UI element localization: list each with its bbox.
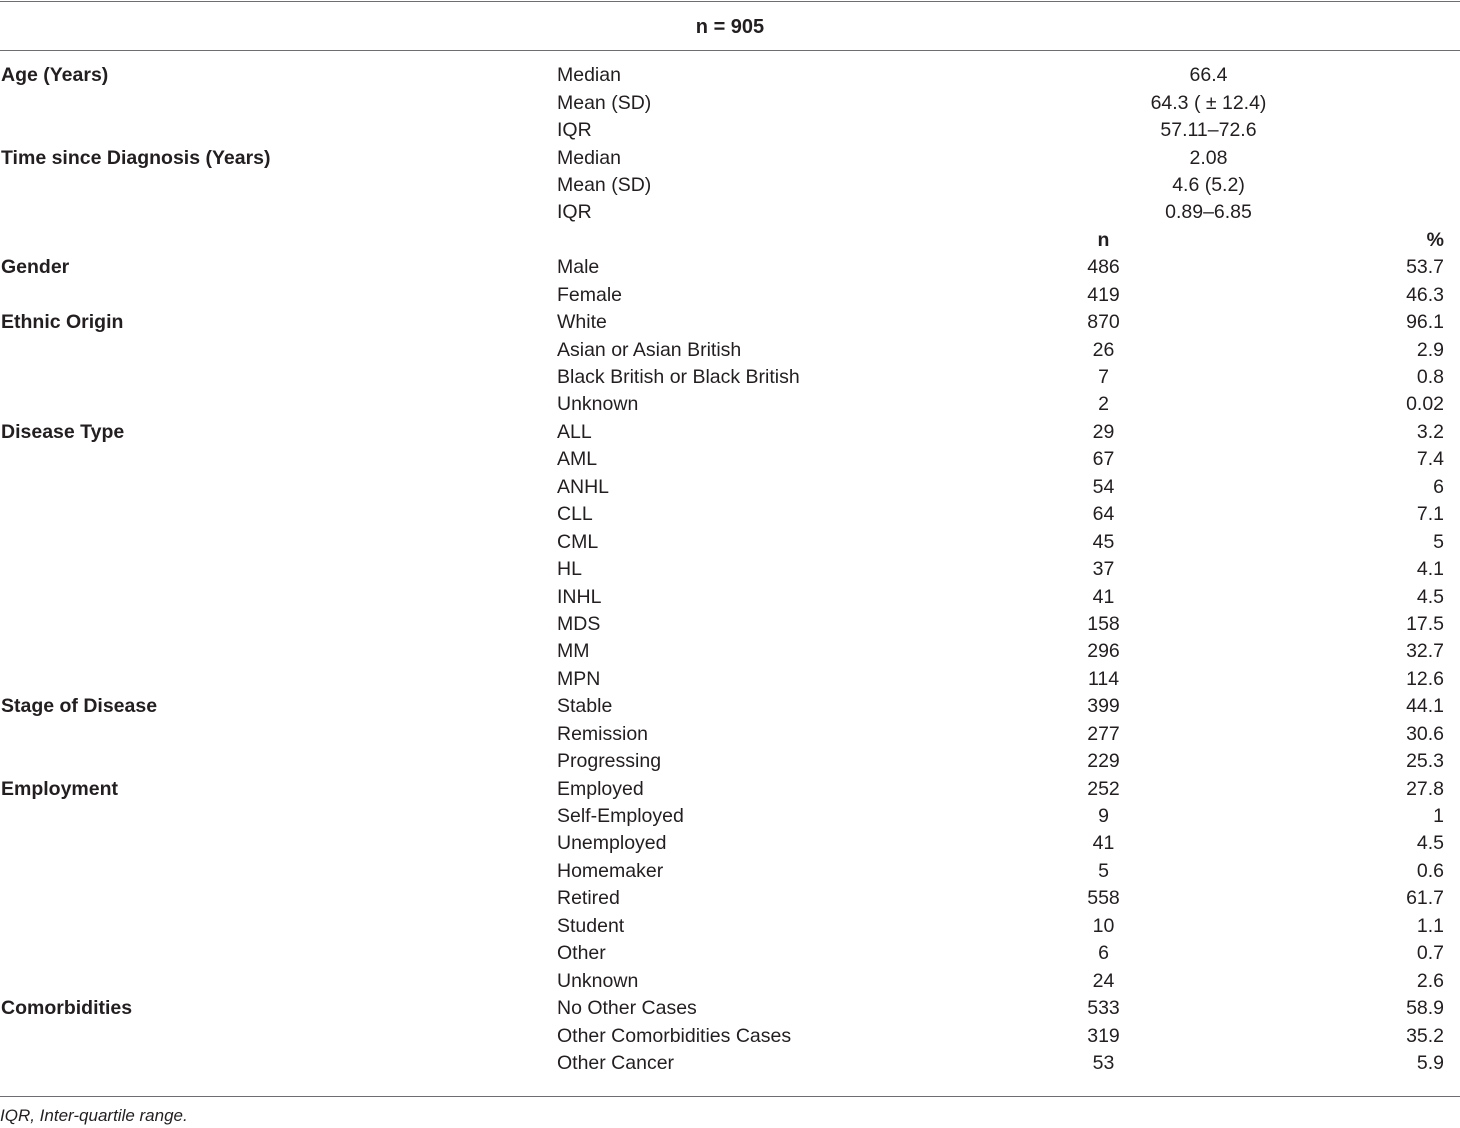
- statistic-label: Median: [557, 64, 621, 87]
- count-value: 114: [1087, 667, 1120, 690]
- table-row: [0, 89, 1460, 116]
- count-value: 64: [1092, 503, 1115, 526]
- category-label: Gender: [1, 256, 70, 279]
- table-row: [0, 364, 1460, 391]
- subcategory-label: Stable: [557, 695, 613, 718]
- table-row: [0, 858, 1460, 885]
- table-row: [0, 721, 1460, 748]
- subcategory-label: ALL: [557, 420, 592, 443]
- percent-value: 0.8: [1416, 366, 1445, 389]
- statistic-label: Median: [557, 146, 621, 169]
- subcategory-label: Other Comorbidities Cases: [557, 1024, 792, 1047]
- statistic-value: 57.11–72.6: [1160, 119, 1257, 142]
- subcategory-label: Other: [557, 942, 606, 965]
- subcategory-label: Self-Employed: [557, 805, 684, 828]
- category-label: [0, 528, 557, 555]
- subcategory-label: INHL: [557, 585, 602, 608]
- count-value: 45: [1092, 530, 1115, 553]
- subcategory-label: Asian or Asian British: [557, 338, 742, 361]
- category-label: Disease Type: [1, 420, 125, 443]
- subcategory-label: Unemployed: [557, 832, 667, 855]
- table-row: [0, 803, 1460, 830]
- table-row: [0, 995, 1460, 1022]
- percent-value: 3.2: [1416, 420, 1445, 443]
- percent-value: 4.1: [1416, 558, 1445, 581]
- subcategory-label: Black British or Black British: [557, 366, 800, 389]
- table-row: [0, 885, 1460, 912]
- category-label: [0, 967, 557, 994]
- table-row: [0, 830, 1460, 857]
- table-row: [0, 611, 1460, 638]
- percent-value: 35.2: [1406, 1024, 1445, 1047]
- top-rule: [0, 1, 1460, 2]
- table-row: [0, 419, 1460, 446]
- category-label: Employment: [1, 777, 119, 800]
- table-row: [0, 309, 1460, 336]
- category-label: [0, 885, 557, 912]
- count-value: 558: [1087, 887, 1120, 910]
- count-value: 158: [1087, 612, 1120, 635]
- subcategory-label: Female: [557, 283, 623, 306]
- count-value: 870: [1087, 311, 1120, 334]
- count-value: 41: [1092, 832, 1115, 855]
- count-value: 2: [1098, 393, 1109, 416]
- count-value: 9: [1098, 805, 1109, 828]
- percent-value: 1: [1433, 805, 1445, 828]
- statistic-value: 66.4: [1189, 64, 1228, 87]
- percent-value: 5: [1433, 530, 1445, 553]
- statistic-label: IQR: [557, 119, 592, 142]
- category-label: [0, 501, 557, 528]
- category-label: [0, 89, 557, 116]
- table-row: [0, 254, 1460, 281]
- count-value: 296: [1087, 640, 1120, 663]
- subcategory-label: HL: [557, 558, 582, 581]
- statistic-value: 0.89–6.85: [1165, 201, 1252, 224]
- table-header: n = 905: [695, 16, 765, 38]
- category-label: [0, 474, 557, 501]
- percent-value: 2.6: [1416, 969, 1445, 992]
- table-row: [0, 967, 1460, 994]
- percent-value: 32.7: [1406, 640, 1445, 663]
- category-label: [0, 721, 557, 748]
- statistic-label: IQR: [557, 201, 592, 224]
- category-label: [0, 172, 557, 199]
- subcategory-label: Homemaker: [557, 859, 664, 882]
- count-value: 5: [1098, 859, 1109, 882]
- count-value: 7: [1098, 366, 1109, 389]
- table-row: [0, 528, 1460, 555]
- count-value: 53: [1092, 1051, 1115, 1074]
- table-row: [0, 556, 1460, 583]
- subcategory-label: CML: [557, 530, 599, 553]
- count-value: 277: [1087, 722, 1120, 745]
- blank-cell: [0, 227, 557, 254]
- header-rule: [0, 50, 1460, 51]
- percent-value: 0.6: [1416, 859, 1445, 882]
- table-row: [0, 913, 1460, 940]
- percent-value: 7.1: [1416, 503, 1445, 526]
- category-label: Comorbidities: [1, 997, 133, 1020]
- subcategory-label: Student: [557, 914, 625, 937]
- percent-value: 53.7: [1406, 256, 1445, 279]
- category-label: [0, 1050, 557, 1077]
- category-label: [0, 391, 557, 418]
- table-row: [0, 775, 1460, 802]
- subcategory-label: Unknown: [557, 393, 639, 416]
- count-value: 252: [1087, 777, 1120, 800]
- subcategory-label: ANHL: [557, 475, 610, 498]
- subcategory-label: Employed: [557, 777, 644, 800]
- table-row: [0, 693, 1460, 720]
- category-label: Time since Diagnosis (Years): [1, 146, 271, 169]
- table-row: [0, 501, 1460, 528]
- percent-value: 4.5: [1416, 585, 1445, 608]
- blank-cell: [557, 227, 957, 254]
- category-label: [0, 638, 557, 665]
- table-row: [0, 391, 1460, 418]
- table-row: [0, 282, 1460, 309]
- category-label: [0, 940, 557, 967]
- percent-value: 5.9: [1416, 1051, 1445, 1074]
- count-value: 24: [1092, 969, 1115, 992]
- statistic-value: 2.08: [1189, 146, 1228, 169]
- table-row: [0, 144, 1460, 171]
- category-label: [0, 282, 557, 309]
- count-value: 486: [1087, 256, 1120, 279]
- table-row: [0, 62, 1460, 89]
- percent-value: 27.8: [1406, 777, 1445, 800]
- subcategory-label: MM: [557, 640, 590, 663]
- column-header-row: [0, 227, 1460, 254]
- category-label: [0, 556, 557, 583]
- table-row: [0, 336, 1460, 363]
- subcategory-label: Other Cancer: [557, 1051, 675, 1074]
- subcategory-label: MPN: [557, 667, 601, 690]
- category-label: [0, 830, 557, 857]
- count-value: 229: [1087, 750, 1120, 773]
- percent-value: 58.9: [1406, 997, 1445, 1020]
- percent-value: 96.1: [1406, 311, 1445, 334]
- table-row: [0, 940, 1460, 967]
- category-label: [0, 913, 557, 940]
- table-body: [0, 62, 1460, 1077]
- column-header-pct: %: [1426, 228, 1445, 251]
- category-label: Stage of Disease: [1, 695, 158, 718]
- subcategory-label: CLL: [557, 503, 593, 526]
- category-label: Age (Years): [1, 64, 109, 87]
- subcategory-label: White: [557, 311, 607, 334]
- table-row: [0, 474, 1460, 501]
- statistic-value: 4.6 (5.2): [1172, 173, 1245, 196]
- percent-value: 0.7: [1416, 942, 1445, 965]
- count-value: 6: [1098, 942, 1109, 965]
- statistic-label: Mean (SD): [557, 91, 652, 114]
- category-label: [0, 336, 557, 363]
- percent-value: 17.5: [1406, 612, 1445, 635]
- subcategory-label: No Other Cases: [557, 997, 697, 1020]
- subcategory-label: Remission: [557, 722, 649, 745]
- count-value: 319: [1087, 1024, 1120, 1047]
- table-row: [0, 748, 1460, 775]
- subcategory-label: MDS: [557, 612, 601, 635]
- category-label: [0, 858, 557, 885]
- percent-value: 2.9: [1416, 338, 1445, 361]
- count-value: 10: [1092, 914, 1115, 937]
- percent-value: 0.02: [1406, 393, 1445, 416]
- count-value: 41: [1092, 585, 1115, 608]
- category-label: [0, 446, 557, 473]
- table-row: [0, 666, 1460, 693]
- bottom-rule: [0, 1096, 1460, 1097]
- footnote: IQR, Inter-quartile range.: [0, 1106, 188, 1125]
- table-row: [0, 199, 1460, 226]
- demographics-table: [0, 62, 1460, 1077]
- percent-value: 4.5: [1416, 832, 1445, 855]
- count-value: 67: [1092, 448, 1115, 471]
- percent-value: 46.3: [1406, 283, 1445, 306]
- percent-value: 61.7: [1406, 887, 1445, 910]
- percent-value: 6: [1433, 475, 1445, 498]
- percent-value: 7.4: [1416, 448, 1445, 471]
- count-value: 54: [1092, 475, 1115, 498]
- category-label: Ethnic Origin: [1, 311, 124, 334]
- subcategory-label: Unknown: [557, 969, 639, 992]
- category-label: [0, 666, 557, 693]
- table-row: [0, 1022, 1460, 1049]
- count-value: 419: [1087, 283, 1120, 306]
- count-value: 26: [1092, 338, 1115, 361]
- count-value: 37: [1092, 558, 1115, 581]
- count-value: 29: [1092, 420, 1115, 443]
- statistic-value: 64.3 ( ± 12.4): [1150, 91, 1267, 114]
- subcategory-label: AML: [557, 448, 598, 471]
- table-row: [0, 172, 1460, 199]
- table-row: [0, 583, 1460, 610]
- category-label: [0, 583, 557, 610]
- category-label: [0, 364, 557, 391]
- category-label: [0, 611, 557, 638]
- percent-value: 25.3: [1406, 750, 1445, 773]
- count-value: 533: [1087, 997, 1120, 1020]
- percent-value: 12.6: [1406, 667, 1445, 690]
- subcategory-label: Retired: [557, 887, 620, 910]
- table-row: [0, 1050, 1460, 1077]
- count-value: 399: [1087, 695, 1120, 718]
- subcategory-label: Male: [557, 256, 600, 279]
- subcategory-label: Progressing: [557, 750, 662, 773]
- category-label: [0, 803, 557, 830]
- percent-value: 1.1: [1416, 914, 1445, 937]
- category-label: [0, 748, 557, 775]
- percent-value: 30.6: [1406, 722, 1445, 745]
- column-header-n: n: [1097, 228, 1110, 251]
- category-label: [0, 199, 557, 226]
- table-row: [0, 446, 1460, 473]
- category-label: [0, 117, 557, 144]
- statistic-label: Mean (SD): [557, 173, 652, 196]
- category-label: [0, 1022, 557, 1049]
- percent-value: 44.1: [1406, 695, 1445, 718]
- table-row: [0, 117, 1460, 144]
- table-row: [0, 638, 1460, 665]
